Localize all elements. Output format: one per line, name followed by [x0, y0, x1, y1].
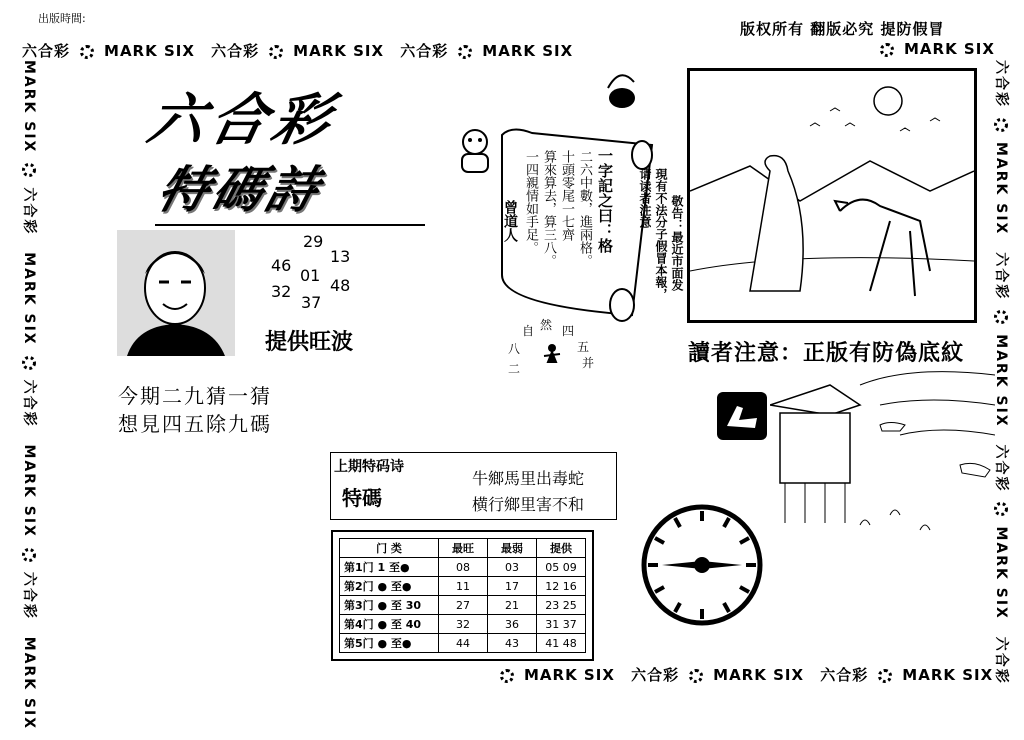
band-en-text: MARK SIX	[902, 666, 994, 684]
flower-icon	[994, 310, 1008, 324]
best-cell: 44	[439, 634, 488, 653]
illustration-riverside-house	[770, 365, 995, 545]
door-cell: 第3门 ● 至 30	[340, 596, 439, 615]
readers-note: 讀者注意：正版有防偽底紋	[688, 341, 965, 366]
table-row	[340, 596, 586, 615]
number-item: 37	[301, 293, 322, 312]
last-poem-line-1: 牛鄉馬里出毒蛇	[472, 469, 585, 488]
scroll-line: 十頭零尾一七齊	[559, 150, 574, 241]
flower-icon	[994, 118, 1008, 132]
char-si: 四	[562, 324, 575, 338]
best-cell: 08	[439, 558, 488, 577]
provide-cell: 23 25	[537, 596, 586, 615]
door-table	[339, 538, 586, 653]
char-ran: 然	[540, 318, 553, 332]
last-poem-line-2: 横行鄉里害不和	[472, 495, 585, 514]
band-en-text: MARK SIX	[904, 40, 995, 58]
char-er: 二	[508, 362, 521, 376]
number-item: 46	[271, 256, 292, 275]
pot-icon	[600, 70, 640, 110]
door-cell: 第5门 ● 至●	[340, 634, 439, 653]
door-table-box	[331, 530, 594, 661]
band-cn-text: 六合彩	[211, 42, 260, 60]
number-item: 32	[271, 282, 292, 301]
flower-icon	[269, 45, 283, 59]
scroll-line: 一四親情如手足。	[523, 150, 538, 254]
logo-title: 六合彩	[142, 88, 342, 153]
flower-icon	[458, 45, 472, 59]
flower-icon	[22, 163, 36, 177]
clock-icon	[640, 503, 764, 627]
number-item: 13	[330, 247, 351, 266]
band-cn-text: 六合彩	[993, 252, 1009, 301]
table-header: 最弱	[488, 539, 537, 558]
band-en-text: MARK SIX	[993, 142, 1009, 236]
bottom-brand-band	[500, 664, 1003, 685]
riddle-line-2: 想見四五除九碼	[118, 412, 272, 436]
table-row	[340, 558, 586, 577]
left-brand-band	[20, 60, 40, 740]
provide-cell: 41 48	[537, 634, 586, 653]
band-cn-text: 六合彩	[22, 42, 71, 60]
table-header-row	[340, 539, 586, 558]
band-en-text: MARK SIX	[713, 666, 805, 684]
band-cn-text: 六合彩	[993, 60, 1009, 108]
band-en-text: MARK SIX	[21, 636, 37, 731]
band-en-text: MARK SIX	[482, 42, 574, 60]
pointing-hand-icon	[717, 392, 767, 440]
band-en-text: MARK SIX	[104, 42, 195, 60]
notice-line-2: 現有不法分子假冒本報，	[654, 168, 668, 300]
flower-icon	[22, 356, 36, 370]
band-cn-text: 六合彩	[21, 379, 37, 428]
subtitle-tema: 特碼詩	[151, 161, 329, 219]
number-item: 48	[330, 276, 351, 295]
band-en-text: MARK SIX	[21, 60, 37, 154]
publish-time-label: 出版時間:	[38, 12, 86, 25]
band-cn-text: 六合彩	[820, 666, 869, 684]
band-cn-text: 六合彩	[993, 444, 1009, 493]
best-cell: 11	[439, 577, 488, 596]
char-zi: 自	[522, 324, 535, 338]
band-en-text: MARK SIX	[21, 252, 37, 346]
scroll-line: 二六中數，進兩格。	[577, 150, 592, 267]
band-en-text: MARK SIX	[21, 444, 37, 538]
band-en-text: MARK SIX	[993, 334, 1009, 428]
worst-cell: 43	[488, 634, 537, 653]
provide-cell: 05 09	[537, 558, 586, 577]
best-cell: 32	[439, 615, 488, 634]
flower-icon	[994, 502, 1008, 516]
flower-icon	[80, 45, 94, 59]
right-brand-band	[992, 60, 1012, 695]
table-header: 最旺	[439, 539, 488, 558]
flower-icon	[500, 669, 514, 683]
flower-icon	[689, 669, 703, 683]
number-item: 29	[303, 232, 324, 251]
provide-cell: 12 16	[537, 577, 586, 596]
char-wu: 五	[577, 340, 590, 354]
char-ba: 八	[508, 342, 521, 356]
best-cell: 27	[439, 596, 488, 615]
scroll-line: 算來算去，算三八。	[541, 150, 556, 267]
door-cell: 第1门 1 至●	[340, 558, 439, 577]
riddle-line-1: 今期二九猜一猜	[118, 384, 272, 408]
scroll-side-signature: 曾道人	[502, 200, 518, 242]
dancer-icon	[540, 342, 566, 368]
flower-icon	[878, 669, 892, 683]
notice-line-3: 请读者注意	[638, 168, 652, 228]
top-brand-band	[22, 40, 583, 61]
char-bing: 并	[582, 356, 595, 370]
copyright-notice: 版权所有 翻版必究 提防假冒	[740, 20, 945, 38]
title-underline	[155, 224, 425, 226]
illustration-scholar-wolf	[687, 68, 977, 323]
table-row	[340, 634, 586, 653]
band-cn-text: 六合彩	[21, 187, 37, 236]
band-cn-text: 六合彩	[631, 666, 680, 684]
worst-cell: 03	[488, 558, 537, 577]
table-header: 提供	[537, 539, 586, 558]
band-en-text: MARK SIX	[993, 526, 1009, 620]
band-en-text: MARK SIX	[293, 42, 385, 60]
table-row	[340, 577, 586, 596]
last-poem-label: 上期特码诗	[334, 459, 404, 475]
band-cn-text: 六合彩	[400, 42, 449, 60]
door-cell: 第4门 ● 至 40	[340, 615, 439, 634]
band-cn-text: 六合彩	[21, 571, 37, 620]
worst-cell: 21	[488, 596, 537, 615]
last-poem-title: 特碼	[342, 486, 382, 510]
table-header: 门 类	[340, 539, 439, 558]
worst-cell: 17	[488, 577, 537, 596]
number-item: 01	[300, 266, 321, 285]
notice-line-1: 敬告：最近市面发	[670, 195, 684, 291]
provide-cell: 31 37	[537, 615, 586, 634]
band-en-text: MARK SIX	[524, 666, 615, 684]
scroll-heading: 一字記之曰：格	[596, 148, 614, 253]
top-brand-band-right	[880, 40, 1005, 58]
provider-label: 提供旺波	[265, 330, 354, 355]
table-row	[340, 615, 586, 634]
worst-cell: 36	[488, 615, 537, 634]
flower-icon	[880, 43, 894, 57]
door-cell: 第2门 ● 至●	[340, 577, 439, 596]
portrait-image	[117, 230, 235, 356]
flower-icon	[22, 548, 36, 562]
band-cn-text: 六合彩	[993, 636, 1009, 685]
